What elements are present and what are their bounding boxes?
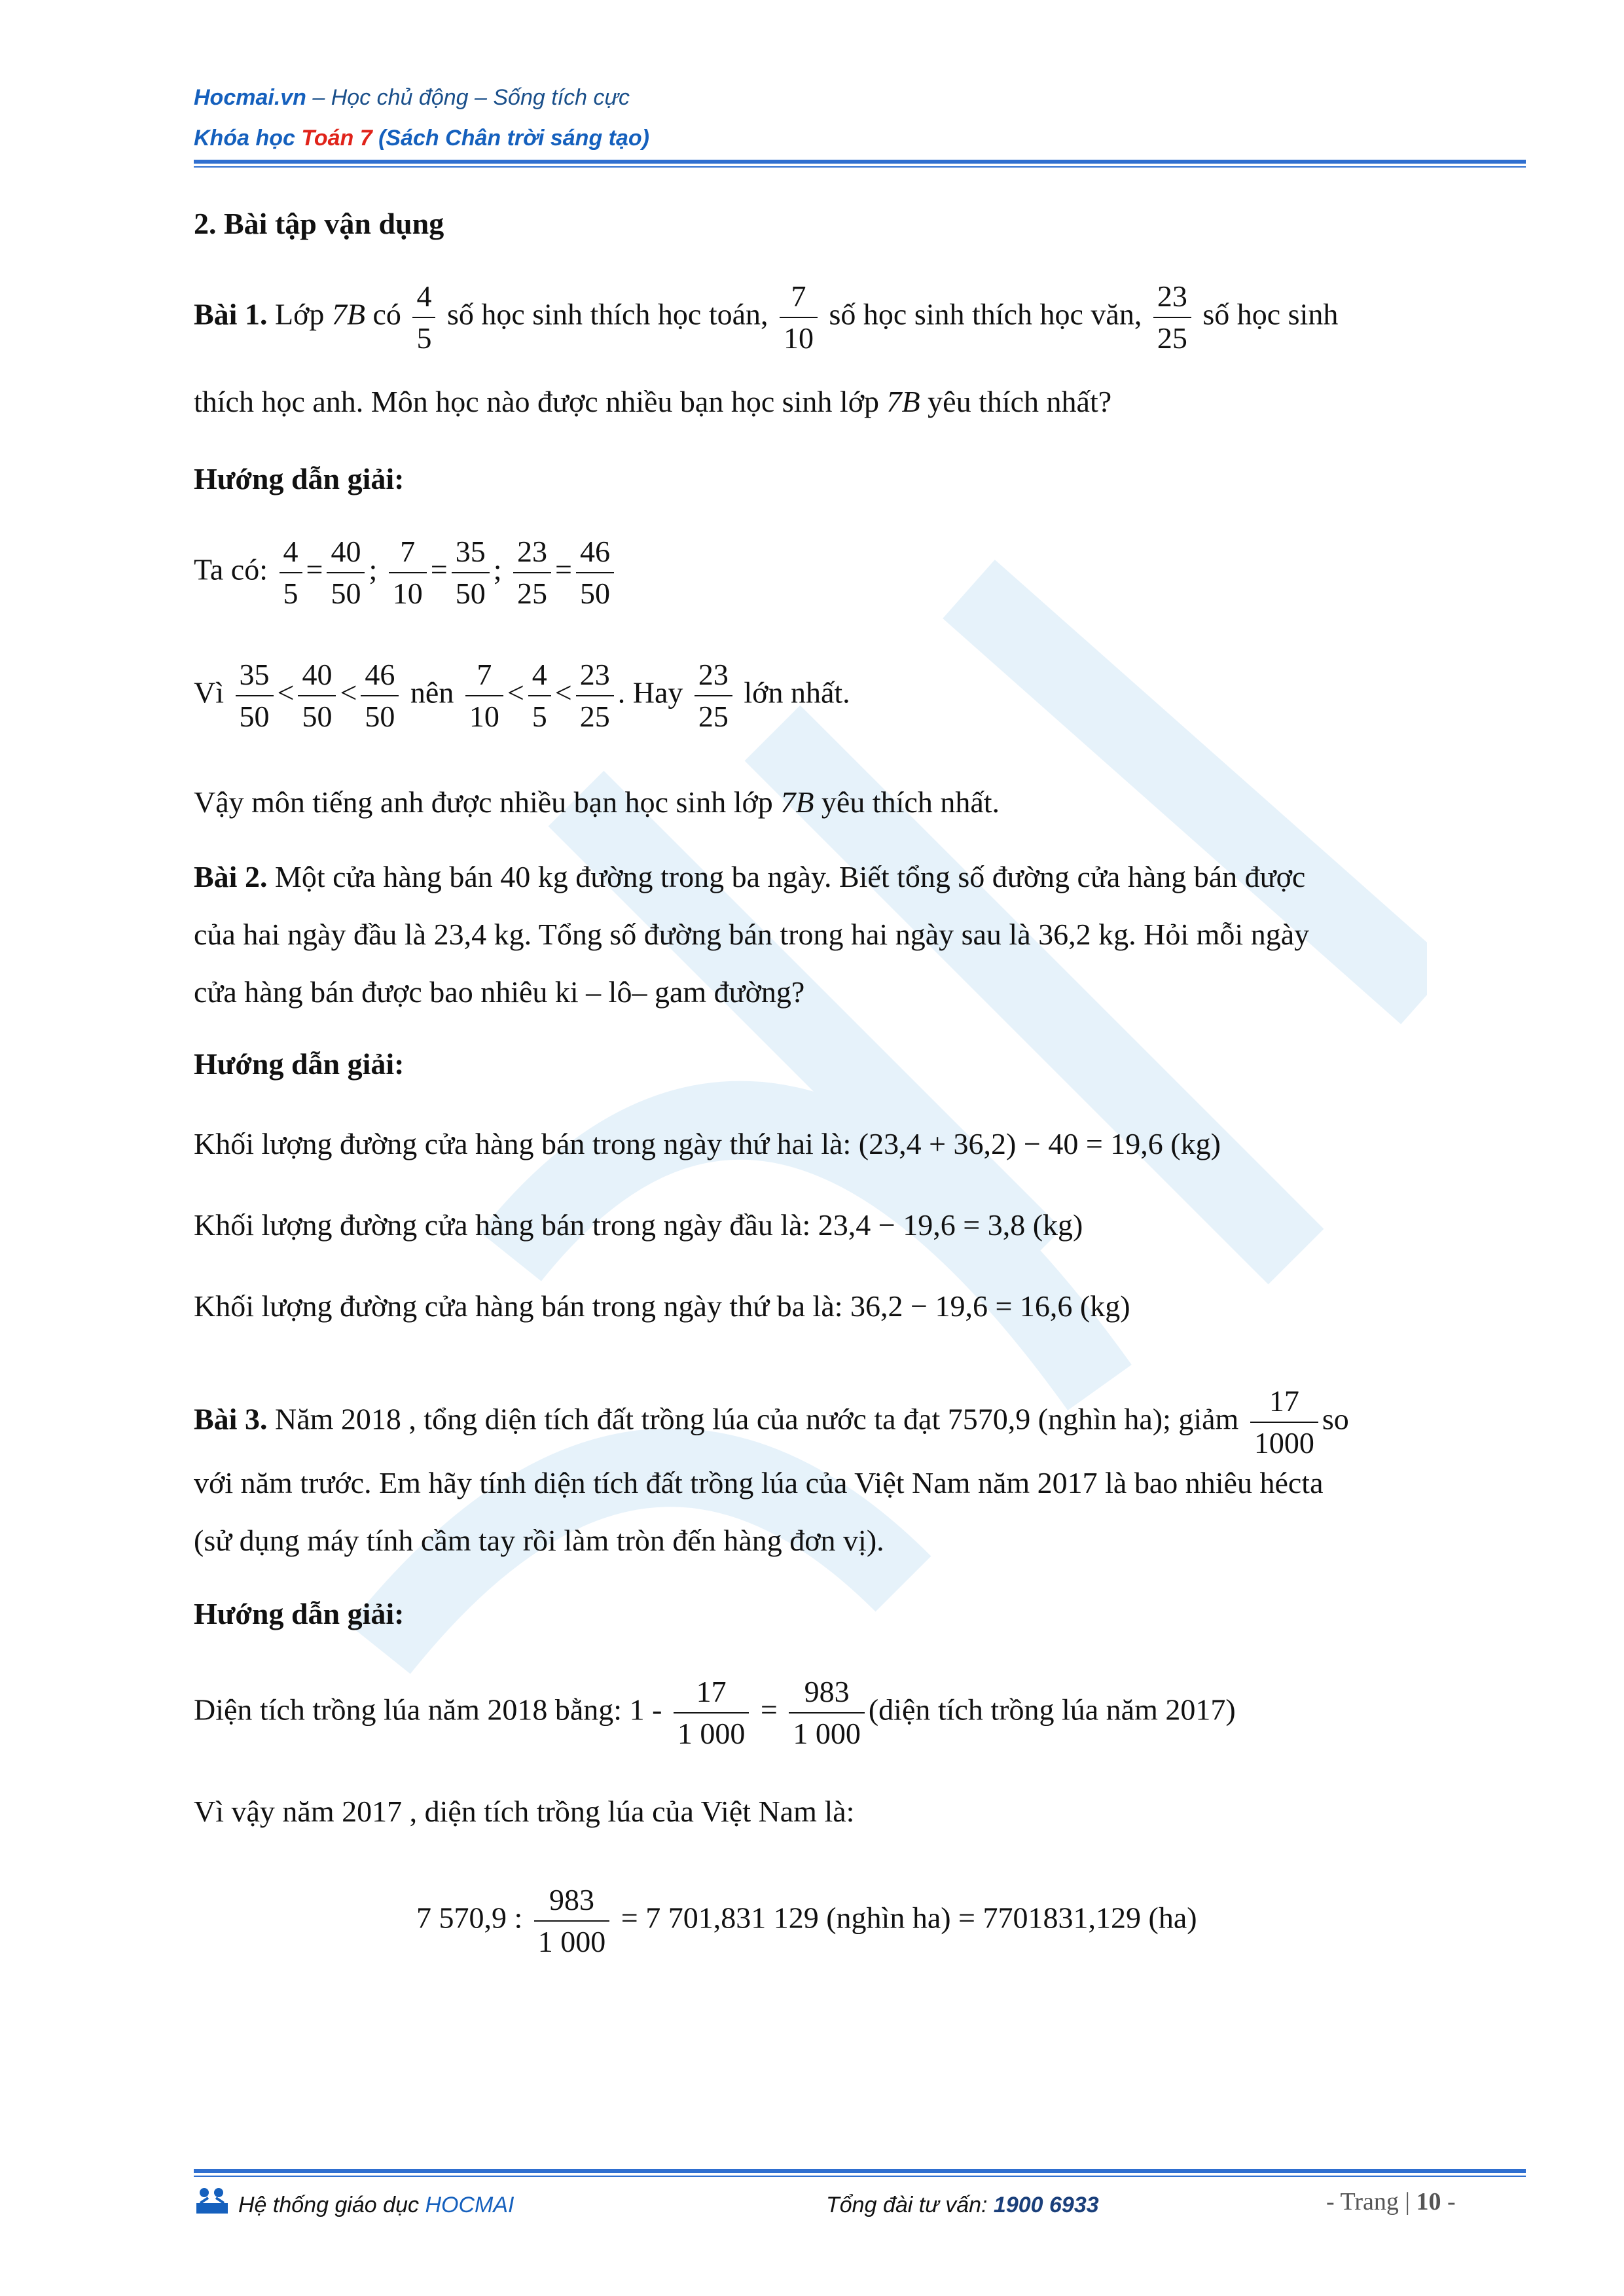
fraction: $\frac{46}{50}$ [576,531,614,614]
bai1-comparison: Vì $\frac{35}{50}$ < $\frac{40}{50}$ < $\frac{46}{50}$ nên $\frac{7}{10}$ < $\frac{4}{5}$ < $\frac{23}{25}$ . Hay $\frac{23}{25}$ lớn nhất. [194,655,850,737]
bai2-solution-line3: Khối lượng đường cửa hàng bán trong ngày thứ ba là: 36,2 − 19,6 = 16,6 (kg) [194,1289,1130,1323]
class-name: 7B [331,297,366,331]
fraction: $\frac{23}{25}$ [1153,276,1191,359]
fraction: $\frac{7}{10}$ [780,276,818,359]
footer-left: Hệ thống giáo dục HOCMAI [238,2193,514,2217]
page-number: - Trang | 10 - [1326,2188,1456,2215]
fraction: $\frac{23}{25}$ [513,531,551,614]
footer-rule-thin [194,2176,1526,2177]
bai3-solution-line1: Diện tích trồng lúa năm 2018 bằng: 1 - $\frac{17}{1 000}$ = $\frac{983}{1 000}$ (diện tích trồng lúa năm 2017) [194,1672,1236,1754]
course-subject: Toán 7 [301,126,372,151]
fraction: $\frac{7}{10}$ [465,655,503,737]
bai2-statement-line2: của hai ngày đầu là 23,4 kg. Tổng số đường bán trong hai ngày sau là 36,2 kg. Hỏi mỗi ngày [194,918,1310,951]
hocmai-logo-icon [194,2183,230,2220]
course-prefix: Khóa học [194,126,302,151]
site-name: Hocmai.vn [194,85,306,110]
bai3-guide-heading: Hướng dẫn giải: [194,1597,405,1630]
page-header [194,77,649,158]
hotline-number: 1900 6933 [993,2193,1099,2217]
site-slogan: – Học chủ động – Sống tích cực [306,85,630,110]
footer-brand: HOCMAI [425,2193,514,2217]
bai2-statement-line1: Bài 2. Một cửa hàng bán 40 kg đường trong ba ngày. Biết tổng số đường cửa hàng bán được [194,860,1306,893]
bai3-statement-line1: Bài 3. Năm 2018 , tổng diện tích đất trồng lúa của nước ta đạt 7570,9 (nghìn ha); giảm $\frac{17}{1000}$ so [194,1381,1349,1463]
header-rule-thin [194,166,1526,168]
bai2-statement-line3: cửa hàng bán được bao nhiêu ki – lô– gam đường? [194,975,805,1009]
fraction: $\frac{46}{50}$ [361,655,399,737]
bai2-guide-heading: Hướng dẫn giải: [194,1047,405,1081]
footer-hotline: Tổng đài tư vấn: 1900 6933 [826,2193,1099,2217]
fraction: $\frac{4}{5}$ [528,655,551,737]
bai1-equivalences: Ta có: $\frac{4}{5}$ = $\frac{40}{50}$ ; $\frac{7}{10}$ = $\frac{35}{50}$ ; $\frac{23}{25}$ = $\frac{46}{50}$ [194,531,618,614]
section-title: 2. Bài tập vận dụng [194,207,444,240]
bai3-solution-line3: 7 570,9 : $\frac{983}{1 000}$ = 7 701,831 129 (nghìn ha) = 7701831,129 (ha) [416,1880,1197,1962]
fraction: $\frac{17}{1 000}$ [674,1672,749,1754]
bai3-statement-line3: (sử dụng máy tính cầm tay rồi làm tròn đến hàng đơn vị). [194,1524,884,1557]
fraction: $\frac{4}{5}$ [412,276,435,359]
bai1-statement-line2: thích học anh. Môn học nào được nhiều bạn học sinh lớp 7B yêu thích nhất? [194,385,1112,418]
bai1-statement-line1: Bài 1. Lớp 7B có $\frac{4}{5}$ số học sinh thích học toán, $\frac{7}{10}$ số học sinh thích học văn, $\frac{23}{25}$ số học sinh [194,276,1338,359]
bai2-solution-line2: Khối lượng đường cửa hàng bán trong ngày đầu là: 23,4 − 19,6 = 3,8 (kg) [194,1208,1083,1242]
fraction: $\frac{17}{1000}$ [1250,1381,1318,1463]
fraction: $\frac{4}{5}$ [280,531,302,614]
bai3-solution-line2: Vì vậy năm 2017 , diện tích trồng lúa của Việt Nam là: [194,1795,855,1828]
fraction: $\frac{983}{1 000}$ [789,1672,865,1754]
bai3-label: Bài 3. [194,1402,268,1436]
bai1-label: Bài 1. [194,297,268,331]
fraction: $\frac{983}{1 000}$ [534,1880,610,1962]
header-rule [194,160,1526,164]
fraction: $\frac{35}{50}$ [236,655,274,737]
fraction: $\frac{40}{50}$ [298,655,336,737]
bai1-conclusion: Vậy môn tiếng anh được nhiều bạn học sinh lớp 7B yêu thích nhất. [194,785,1000,819]
bai3-statement-line2: với năm trước. Em hãy tính diện tích đất trồng lúa của Việt Nam năm 2017 là bao nhiêu hécta [194,1466,1324,1499]
bai1-guide-heading: Hướng dẫn giải: [194,462,405,495]
fraction: $\frac{7}{10}$ [389,531,427,614]
fraction: $\frac{23}{25}$ [576,655,614,737]
bai2-label: Bài 2. [194,860,268,893]
fraction: $\frac{35}{50}$ [452,531,490,614]
fraction: $\frac{23}{25}$ [695,655,732,737]
bai2-solution-line1: Khối lượng đường cửa hàng bán trong ngày thứ hai là: (23,4 + 36,2) − 40 = 19,6 (kg) [194,1127,1221,1160]
fraction: $\frac{40}{50}$ [327,531,365,614]
footer-rule [194,2169,1526,2173]
course-suffix: (Sách Chân trời sáng tạo) [372,126,649,151]
